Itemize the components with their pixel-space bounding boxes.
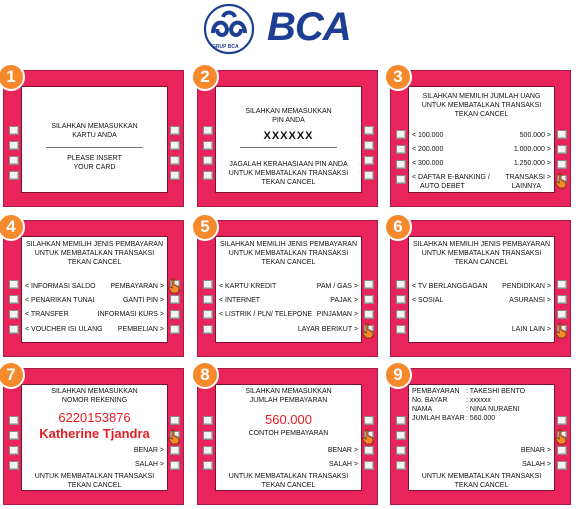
atm-side-button-left[interactable] [396,175,406,184]
detail-value: : NINA NURAENI [466,406,520,413]
step-badge: 5 [191,213,219,241]
screen-text: SILAHKAN MEMILIH JENIS PEMBAYARAN [219,241,358,248]
step-badge: 7 [0,361,25,389]
atm-side-button-right[interactable] [364,126,374,135]
divider [240,147,337,148]
screen-text: SILAHKAN MEMASUKKAN [245,108,332,115]
atm-side-button-right[interactable] [557,280,567,289]
payment-amount: 560.000 [265,412,312,427]
step-1-panel [3,67,184,207]
atm-side-button-left[interactable] [203,280,213,289]
screen-text: PLEASE INSERT [67,155,122,162]
menu-option-right[interactable]: ASURANSI > [509,297,551,304]
screen-text: NOMOR REKENING [61,397,128,404]
atm-side-button-left[interactable] [396,295,406,304]
step-7-panel [3,365,184,505]
atm-side-button-right[interactable] [170,171,180,180]
screen-text: SILAHKAN MEMILIH JUMLAH UANG [422,93,541,100]
confirm-option[interactable]: BENAR > [520,447,551,454]
hand-pointer-icon [168,429,180,445]
atm-side-button-right[interactable] [364,461,374,470]
atm-side-button-left[interactable] [203,310,213,319]
atm-side-button-left[interactable] [396,310,406,319]
atm-side-button-left[interactable] [203,126,213,135]
reject-option[interactable]: SALAH > [522,461,551,468]
menu-option-left[interactable]: < INTERNET [219,297,261,304]
atm-side-button-left[interactable] [9,461,19,470]
menu-option-right[interactable]: PENDIDIKAN > [502,283,551,290]
atm-screen [408,86,555,193]
screen-text: KARTU ANDA [72,132,117,139]
menu-option-left[interactable]: AUTO DEBET [420,183,465,190]
screen-text: TEKAN CANCEL [454,482,509,489]
detail-value: : 560.000 [466,415,496,422]
menu-option-left[interactable]: < SOSIAL [412,297,444,304]
step-badge: 6 [384,213,412,241]
atm-side-button-left[interactable] [9,310,19,319]
screen-text: TEKAN CANCEL [67,259,122,266]
atm-side-button-right[interactable] [557,310,567,319]
screen-text: SILAHKAN MEMILIH JENIS PEMBAYARAN [25,241,164,248]
logo-wordmark: BCA [267,5,351,49]
menu-option-left[interactable]: < VOUCHER ISI ULANG [25,326,103,333]
menu-option-right[interactable]: INFORMASI KURS > [97,311,164,318]
account-holder-name: Katherine Tjandra [39,426,150,441]
menu-option-left[interactable]: < LISTRIK / PLN/ TELEPONE [219,311,313,318]
step-5-panel [197,217,378,357]
step-4-panel [3,217,184,357]
menu-option-right[interactable]: LAIN LAIN > [511,326,551,333]
menu-option-left[interactable]: < 300.000 [412,160,444,167]
atm-side-button-right[interactable] [170,141,180,150]
atm-side-button-left[interactable] [9,446,19,455]
confirm-option[interactable]: BENAR > [327,447,358,454]
menu-option-right[interactable]: TRANSAKSI > [505,174,551,181]
hand-pointer-icon [362,323,374,339]
step-badge: 2 [191,63,219,91]
hand-pointer-icon [555,173,567,189]
screen-text: UNTUK MEMBATALKAN TRANSAKSI [228,473,349,480]
atm-side-button-left[interactable] [396,431,406,440]
screen-text: TEKAN CANCEL [261,482,316,489]
menu-option-right[interactable]: PEMBELIAN > [117,326,164,333]
detail-value: : TAKESHI BENTO [466,388,526,395]
atm-side-button-left[interactable] [203,446,213,455]
menu-option-right[interactable]: PAJAK > [330,297,358,304]
hand-pointer-icon [362,429,374,445]
step-3-panel [390,67,571,207]
screen-text: JAGALAH KERAHASIAAN PIN ANDA [229,161,348,168]
atm-screen [408,384,555,491]
screen-text: TEKAN CANCEL [67,482,122,489]
atm-screen [215,86,362,193]
menu-option-right[interactable]: GANTI PIN > [122,297,164,304]
atm-side-button-right[interactable] [170,295,180,304]
atm-side-button-left[interactable] [396,160,406,169]
atm-side-button-left[interactable] [9,156,19,165]
menu-option-left[interactable]: < DAFTAR E-BANKING / [412,174,490,181]
atm-side-button-left[interactable] [9,126,19,135]
atm-side-button-right[interactable] [364,156,374,165]
screen-text: UNTUK MEMBATALKAN TRANSAKSI [421,102,542,109]
step-6-panel [390,217,571,357]
atm-side-button-right[interactable] [364,171,374,180]
hand-pointer-icon [168,278,180,294]
atm-side-button-left[interactable] [203,156,213,165]
menu-option-left[interactable]: < 200.000 [412,146,444,153]
menu-option-left[interactable]: < KARTU KREDIT [219,283,277,290]
atm-screen [215,384,362,491]
atm-side-button-left[interactable] [396,325,406,334]
atm-side-button-left[interactable] [203,431,213,440]
atm-side-button-left[interactable] [9,431,19,440]
atm-side-button-left[interactable] [9,295,19,304]
screen-text: TEKAN CANCEL [454,259,509,266]
screen-text: UNTUK MEMBATALKAN TRANSAKSI [228,250,349,257]
screen-text: SILAHKAN MEMASUKKAN [51,123,138,130]
atm-side-button-left[interactable] [9,416,19,425]
atm-side-button-left[interactable] [396,130,406,139]
detail-value: : xxxxxx [466,397,491,404]
step-badge: 3 [384,63,412,91]
atm-side-button-left[interactable] [203,171,213,180]
atm-side-button-right[interactable] [170,416,180,425]
screen-text: YOUR CARD [73,164,116,171]
screen-text: UNTUK MEMBATALKAN TRANSAKSI [34,473,155,480]
atm-side-button-right[interactable] [557,160,567,169]
atm-screen [21,384,168,491]
screen-text: PIN ANDA [272,117,305,124]
atm-side-button-left[interactable] [9,325,19,334]
screen-text: TEKAN CANCEL [261,179,316,186]
atm-side-button-right[interactable] [364,141,374,150]
atm-side-button-right[interactable] [557,416,567,425]
bca-logo [203,3,363,55]
detail-label: NAMA [412,406,433,413]
menu-option-right[interactable]: 500.000 > [519,132,551,139]
menu-option-right[interactable]: PINJAMAN > [316,311,358,318]
step-badge: 1 [0,63,25,91]
menu-option-right[interactable]: 1.000.000 > [513,146,551,153]
atm-side-button-right[interactable] [557,446,567,455]
screen-text: JUMLAH PEMBAYARAN [249,397,328,404]
reject-option[interactable]: SALAH > [329,461,358,468]
step-badge: 9 [384,361,412,389]
menu-option-left[interactable]: < TV BERLANGGAGAN [412,283,488,290]
atm-side-button-right[interactable] [170,310,180,319]
hand-pointer-icon [555,323,567,339]
atm-screen [215,236,362,343]
atm-side-button-right[interactable] [557,461,567,470]
menu-option-left[interactable]: < PENARIKAN TUNAI [25,297,95,304]
atm-side-button-right[interactable] [170,446,180,455]
screen-text: CONTOH PEMBAYARAN [248,430,329,437]
atm-side-button-left[interactable] [203,295,213,304]
screen-text: UNTUK MEMBATALKAN TRANSAKSI [421,473,542,480]
atm-side-button-right[interactable] [170,156,180,165]
hand-pointer-icon [555,429,567,445]
menu-option-right[interactable]: LAYAR BERIKUT > [297,326,358,333]
screen-text: UNTUK MEMBATALKAN TRANSAKSI [228,170,349,177]
step-2-panel [197,67,378,207]
menu-option-left[interactable]: < INFORMASI SALDO [25,283,96,290]
step-8-panel [197,365,378,505]
atm-screen [21,86,168,193]
atm-side-button-right[interactable] [364,280,374,289]
detail-label: No. BAYAR [412,397,448,404]
atm-side-button-right[interactable] [364,446,374,455]
atm-side-button-left[interactable] [9,141,19,150]
screen-text: SILAHKAN MEMASUKKAN [51,388,138,395]
atm-side-button-left[interactable] [203,461,213,470]
step-9-panel [390,365,571,505]
reject-option[interactable]: SALAH > [135,461,164,468]
atm-screen [21,236,168,343]
confirm-option[interactable]: BENAR > [133,447,164,454]
atm-side-button-left[interactable] [396,145,406,154]
atm-side-button-left[interactable] [396,416,406,425]
menu-option-right[interactable]: LAINNYA [511,183,541,190]
menu-option-right[interactable]: 1.250.000 > [513,160,551,167]
atm-side-button-left[interactable] [396,461,406,470]
detail-label: PEMBAYARAN [412,388,460,395]
step-badge: 8 [191,361,219,389]
screen-text: TEKAN CANCEL [261,259,316,266]
atm-side-button-left[interactable] [9,171,19,180]
menu-option-left[interactable]: < TRANSFER [25,311,69,318]
atm-side-button-right[interactable] [364,310,374,319]
divider [46,147,143,148]
atm-side-button-left[interactable] [203,325,213,334]
atm-side-button-left[interactable] [396,280,406,289]
atm-side-button-right[interactable] [170,461,180,470]
atm-side-button-left[interactable] [203,416,213,425]
atm-side-button-right[interactable] [170,126,180,135]
atm-screen [408,236,555,343]
detail-label: JUMLAH BAYAR [412,415,465,422]
atm-side-button-left[interactable] [203,141,213,150]
menu-option-right[interactable]: PEMBAYARAN > [110,283,164,290]
atm-side-button-right[interactable] [557,145,567,154]
menu-option-left[interactable]: < 100.000 [412,132,444,139]
atm-side-button-left[interactable] [9,280,19,289]
atm-side-button-right[interactable] [557,295,567,304]
screen-text: SILAHKAN MEMASUKKAN [245,388,332,395]
atm-side-button-right[interactable] [557,130,567,139]
atm-side-button-right[interactable] [364,416,374,425]
screen-text: SILAHKAN MEMILIH JENIS PEMBAYARAN [412,241,551,248]
logo-subtitle: GRUP BCA [212,44,239,50]
screen-text: UNTUK MEMBATALKAN TRANSAKSI [421,250,542,257]
step-badge: 4 [0,213,25,241]
menu-option-right[interactable]: PAM / GAS > [316,283,358,290]
atm-side-button-right[interactable] [364,295,374,304]
atm-side-button-right[interactable] [170,325,180,334]
pin-mask: XXXXXX [263,130,314,142]
screen-text: TEKAN CANCEL [454,111,509,118]
atm-side-button-left[interactable] [396,446,406,455]
screen-text: UNTUK MEMBATALKAN TRANSAKSI [34,250,155,257]
account-number: 6220153876 [58,410,131,425]
